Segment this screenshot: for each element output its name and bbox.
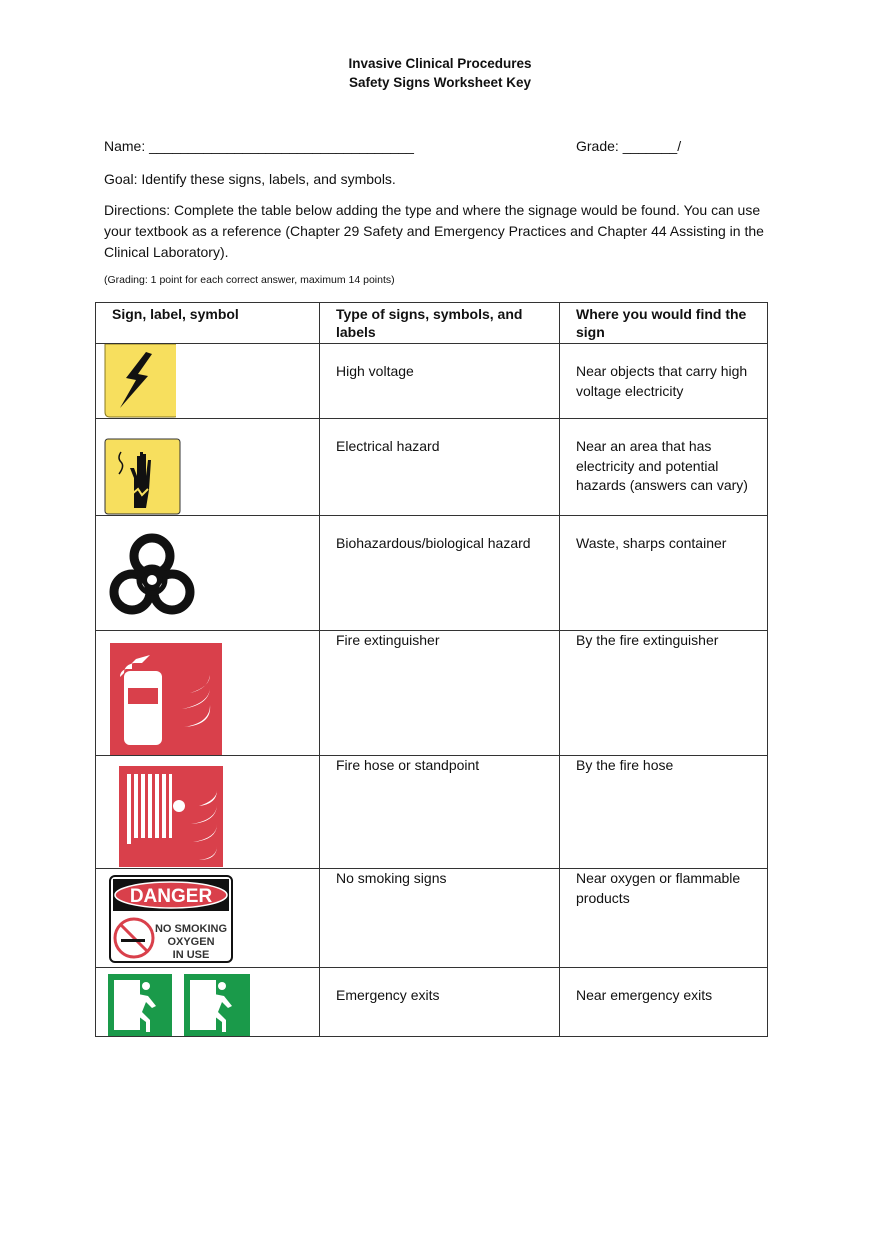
where-cell: Near emergency exits [560, 968, 768, 1037]
danger-text: DANGER [129, 886, 213, 907]
header-sign: Sign, label, symbol [96, 303, 320, 344]
emergency-exit-sign-icon [108, 974, 250, 1036]
goal-text: Goal: Identify these signs, labels, and symbols. [104, 171, 396, 187]
table-row [96, 756, 768, 869]
no-smoking-text: NO SMOKING [154, 923, 228, 935]
high-voltage-sign-icon [96, 344, 176, 418]
oxygen-text: OXYGEN [167, 936, 215, 948]
no-smoking-sign-icon [109, 875, 233, 963]
type-cell: Biohazardous/biological hazard [320, 516, 560, 631]
grade-field: Grade: _______/ [576, 138, 682, 154]
in-use-text: IN USE [172, 949, 210, 961]
grading-note: (Grading: 1 point for each correct answer, maximum 14 points) [104, 274, 395, 286]
document-title [0, 54, 880, 92]
fire-extinguisher-sign-icon [110, 643, 222, 755]
title-line-2: Safety Signs Worksheet Key [348, 75, 532, 90]
electrical-hazard-sign-icon [96, 438, 186, 515]
header-type: Type of signs, symbols, and labels [320, 303, 560, 344]
table-row [96, 869, 768, 968]
table-row [96, 968, 768, 1037]
fire-hose-sign-icon [119, 766, 223, 867]
type-cell: Emergency exits [320, 968, 560, 1037]
table-header-row [96, 303, 768, 344]
where-cell: Waste, sharps container [560, 516, 768, 631]
type-cell: Fire hose or standpoint [320, 756, 560, 869]
biohazard-symbol-icon [106, 532, 198, 622]
table-row [96, 631, 768, 756]
signs-table [95, 302, 768, 1037]
directions-text: Directions: Complete the table below adding the type and where the signage would be found. You can use your textbook as a reference (Chapter 29 Safety and Emergency Practices and Chapter 44 Assisting in the Clinical Laboratory). [104, 202, 764, 260]
header-where: Where you would find the sign [560, 303, 768, 344]
type-cell: Electrical hazard [320, 419, 560, 516]
where-cell: Near oxygen or flammable products [560, 869, 768, 968]
table-row [96, 516, 768, 631]
where-cell: By the fire extinguisher [560, 631, 768, 756]
table-row [96, 419, 768, 516]
table-row [96, 344, 768, 419]
type-cell: Fire extinguisher [320, 631, 560, 756]
type-cell: No smoking signs [320, 869, 560, 968]
type-cell: High voltage [320, 344, 560, 419]
title-line-1: Invasive Clinical Procedures [348, 56, 532, 71]
where-cell: Near objects that carry high voltage electricity [560, 344, 768, 419]
name-field: Name: __________________________________ [104, 138, 414, 154]
where-cell: Near an area that has electricity and potential hazards (answers can vary) [560, 419, 768, 516]
where-cell: By the fire hose [560, 756, 768, 869]
